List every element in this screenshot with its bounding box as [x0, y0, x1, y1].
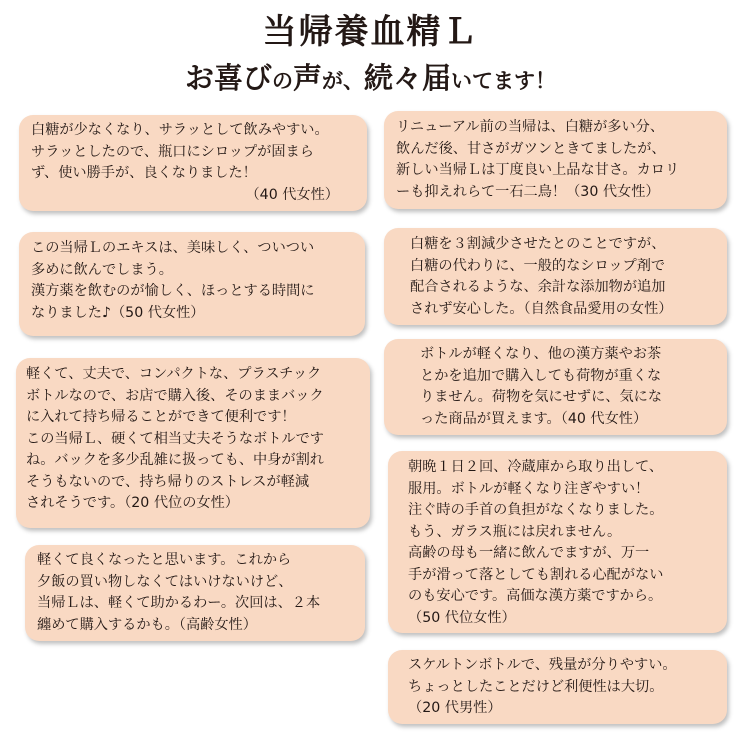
page-subtitle: [0, 56, 741, 97]
subtitle-part: いてます！: [451, 69, 557, 93]
testimonial-line: 軽くて良くなったと思います。これから: [37, 552, 292, 568]
testimonial-line: った商品が買えます。（40 代女性）: [420, 410, 648, 427]
testimonial-line: （20 代男性）: [408, 700, 502, 716]
testimonial-line: 白糖の代わりに、一般的なシロップ剤で: [410, 257, 666, 274]
testimonial-line: りません。荷物を気にせずに、気にな: [420, 389, 663, 405]
testimonial-line: 当帰Ｌは、軽くて助かるわー。次回は、２本: [37, 595, 321, 611]
testimonial-line: サラッとしたので、瓶口にシロップが固まら: [31, 143, 314, 160]
subtitle-part: の: [271, 69, 293, 93]
testimonial-line: ボトルが軽くなり、他の漢方薬やお茶: [420, 346, 662, 362]
subtitle-part: お喜び: [184, 61, 272, 95]
testimonial-line: 白糖を３割減少させたとのことですが、: [410, 236, 666, 252]
testimonial-line: 高齢の母も一緒に飲んでますが、万一: [408, 545, 650, 561]
testimonial-line: 服用。ボトルが軽くなり注ぎやすい！: [408, 480, 650, 497]
testimonial-line: 配合されるような、余計な添加物が追加: [410, 279, 666, 295]
testimonial-line: そうもないので、持ち帰りのストレスが軽減: [26, 473, 310, 490]
testimonial-line: されず安心した。（自然食品愛用の女性）: [410, 300, 673, 317]
testimonial-card: [16, 358, 370, 528]
testimonial-card: [19, 232, 365, 336]
testimonial-line: 纏めて購入するかも。（高齢女性）: [37, 616, 257, 633]
testimonial-line: なりました♪（50 代女性）: [31, 304, 205, 321]
testimonial-line: スケルトンボトルで、残量が分りやすい。: [408, 657, 677, 673]
page-title: 当帰養血精Ｌ: [262, 12, 479, 52]
testimonial-card: [388, 451, 727, 633]
testimonial-line: 白糖が少なくなり、サラッとして飲みやすい。: [31, 122, 329, 138]
testimonial-line: ボトルなので、お店で購入後、そのままバック: [26, 387, 324, 404]
testimonial-line: ちょっとしたことだけど利便性は大切。: [408, 678, 664, 695]
testimonial-line: 手が滑って落としても割れる心配がない: [408, 566, 664, 583]
testimonial-line: もう、ガラス瓶には戻れません。: [408, 523, 622, 540]
testimonial-line: この当帰Ｌ、硬くて相当丈夫そうなボトルです: [26, 430, 324, 447]
testimonial-line: とかを追加で購入しても荷物が重くな: [420, 367, 662, 384]
subtitle-part: 声: [292, 61, 322, 95]
testimonial-card: [19, 115, 367, 211]
testimonial-attribution: （40 代女性）: [245, 186, 339, 203]
testimonial-line: に入れて持ち帰ることができて便利です！: [26, 409, 296, 425]
testimonial-line: 注ぐ時の手首の負担がなくなりました。: [408, 502, 664, 518]
testimonial-line: 軽くて、丈夫で、コンパクトな、プラスチック: [26, 366, 322, 382]
testimonial-line: リニューアル前の当帰は、白糖が多い分、: [396, 119, 665, 135]
testimonial-line: この当帰Ｌのエキスは、美味しく、ついつい: [31, 240, 315, 256]
testimonial-card: [388, 650, 727, 724]
testimonial-line: （50 代位女性）: [408, 609, 516, 626]
testimonial-line: 朝晩１日２回、冷蔵庫から取り出して、: [408, 459, 664, 475]
testimonial-card: [384, 111, 727, 209]
subtitle-part: 続々届: [364, 61, 452, 95]
testimonial-line: 夕飯の買い物しなくてはいけないけど、: [37, 573, 293, 590]
testimonial-line: されそうです。（20 代位の女性）: [26, 495, 239, 511]
testimonial-card: [25, 545, 365, 641]
testimonial-line: ず、使い勝手が、良くなりました！: [31, 165, 257, 181]
testimonial-line: ね。バックを多少乱雑に扱っても、中身が割れ: [26, 452, 324, 468]
testimonial-card: [384, 339, 727, 435]
testimonial-line: ーも抑えれらて一石二鳥！（30 代女性）: [396, 183, 660, 200]
testimonial-line: 飲んだ後、甘さがガツンときてましたが、: [396, 140, 666, 157]
testimonial-line: のも安心です。高価な漢方薬ですから。: [408, 588, 663, 604]
testimonial-card: [384, 228, 727, 325]
testimonial-line: 新しい当帰Ｌは丁度良い上品な甘さ。カロリ: [396, 162, 680, 178]
testimonial-line: 漢方薬を飲むのが愉しく、ほっとする時間に: [31, 283, 315, 299]
testimonial-line: 多めに飲んでしまう。: [31, 261, 173, 278]
subtitle-part: が、: [322, 69, 364, 93]
